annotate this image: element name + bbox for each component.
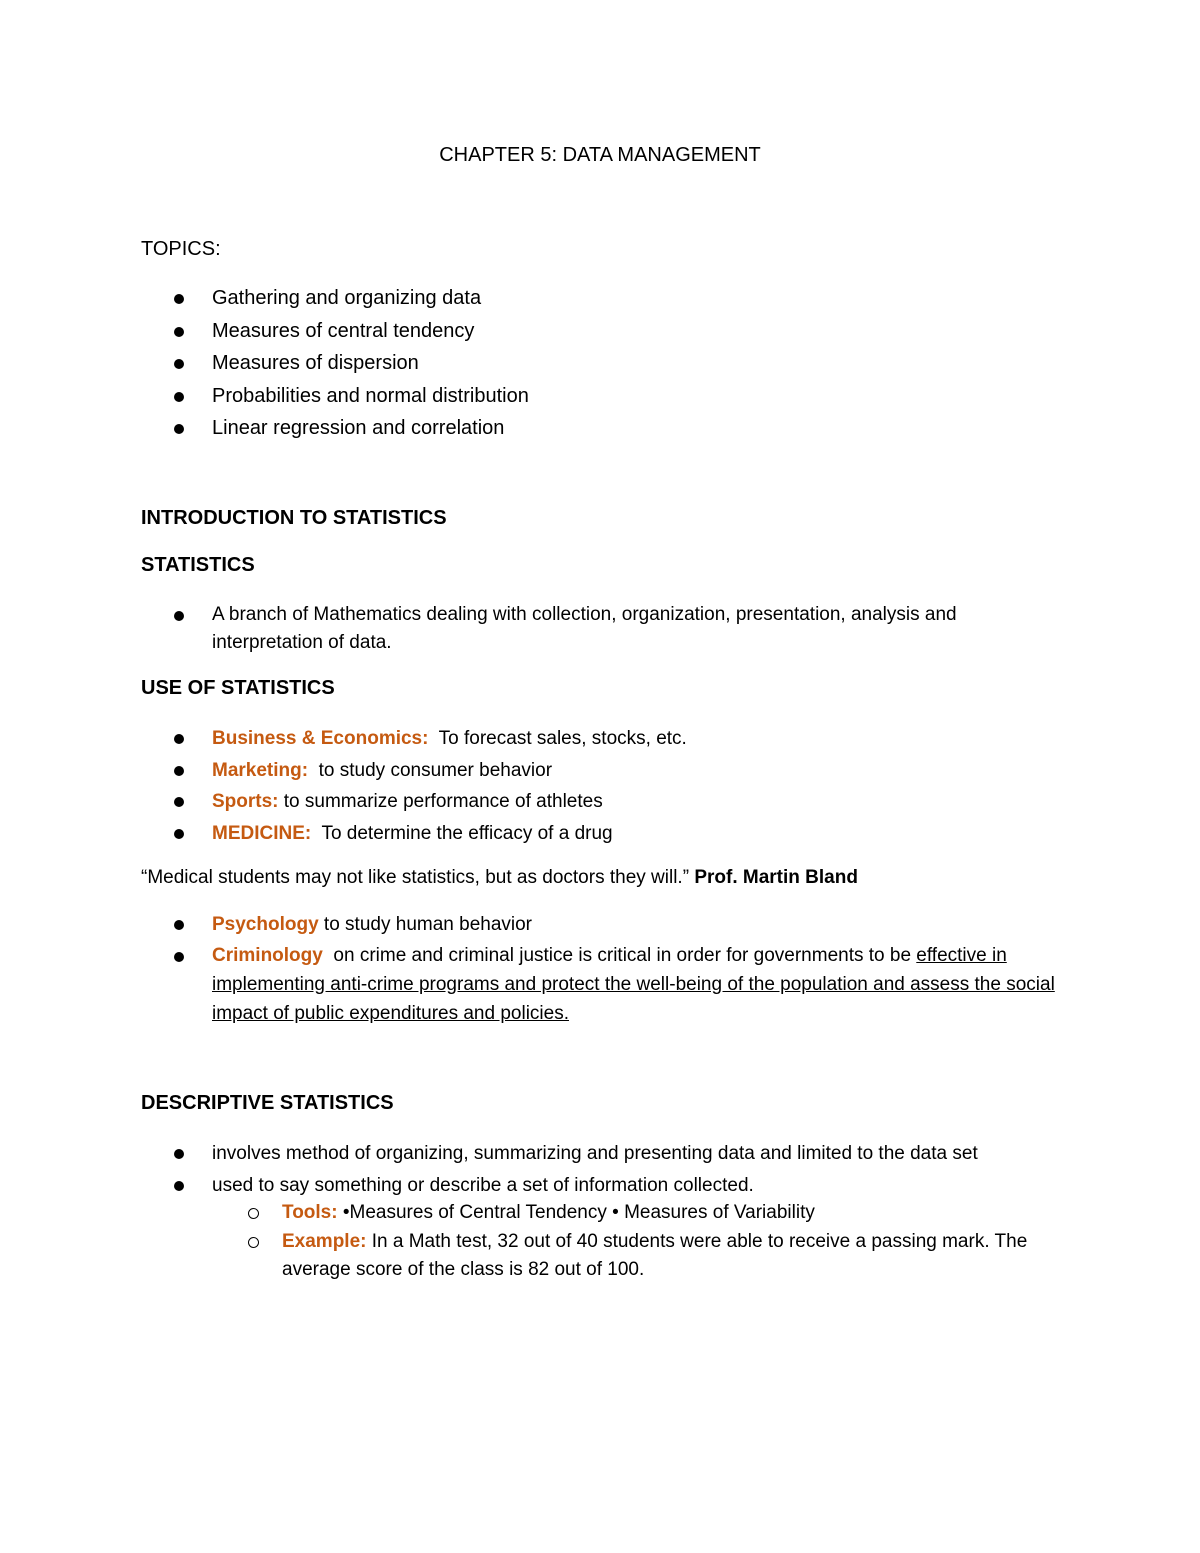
descriptive-list: [141, 1138, 1061, 1201]
list-item: Probabilities and normal distribution: [141, 380, 1061, 413]
underlined-text: effective in implementing anti-crime programs and protect the well-being of the population and assess the social impact of public expenditures and policies.: [212, 944, 1055, 1024]
list-item: [141, 1228, 1061, 1285]
use-term: Psychology: [212, 914, 319, 935]
use-term: MEDICINE:: [212, 822, 312, 844]
bullet-icon: [174, 359, 184, 369]
sub-desc: In a Math test, 32 out of 40 students were able to receive a passing mark. The average score of the class is 82 out of 100.: [282, 1230, 1028, 1280]
bullet-icon: [174, 611, 184, 621]
use-term: Marketing:: [212, 759, 309, 781]
intro-heading: INTRODUCTION TO STATISTICS: [141, 507, 447, 529]
circle-bullet-icon: [248, 1208, 259, 1219]
bullet-icon: [174, 734, 184, 744]
bullet-icon: [174, 766, 184, 776]
use-desc: to study human behavior: [318, 914, 533, 935]
bullet-icon: [174, 952, 184, 962]
bullet-icon: [174, 327, 184, 337]
list-item: [141, 941, 1061, 1028]
sub-term: Tools:: [282, 1202, 338, 1223]
list-item: used to say something or describe a set of information collected.: [141, 1170, 1061, 1202]
circle-bullet-icon: [248, 1237, 259, 1248]
list-item: [141, 723, 1061, 755]
bullet-icon: [174, 424, 184, 434]
descriptive-sub-list: [141, 1199, 1061, 1285]
sub-desc: •Measures of Central Tendency • Measures of Variability: [337, 1202, 815, 1223]
list-item: Linear regression and correlation: [141, 412, 1061, 445]
quote: [141, 864, 858, 892]
statistics-definition-list: [141, 601, 1061, 657]
statistics-heading: STATISTICS: [141, 554, 255, 576]
uses-more-list: [141, 909, 1061, 1028]
quote-author: Prof. Martin Bland: [694, 867, 858, 888]
bullet-icon: [174, 294, 184, 304]
list-item: Measures of central tendency: [141, 315, 1061, 348]
use-desc: To forecast sales, stocks, etc.: [428, 728, 687, 749]
use-term: Sports:: [212, 791, 279, 812]
list-item: [141, 1199, 1061, 1228]
list-item: Measures of dispersion: [141, 347, 1061, 380]
bullet-icon: [174, 1181, 184, 1191]
use-term: Business & Economics:: [212, 728, 429, 749]
use-desc: on crime and criminal justice is critical in order for governments to be: [322, 944, 917, 966]
list-item: [141, 601, 1061, 657]
bullet-icon: [174, 392, 184, 402]
list-item: [141, 755, 1061, 787]
bullet-icon: [174, 797, 184, 807]
use-desc: To determine the efficacy of a drug: [311, 822, 613, 844]
quote-text: “Medical students may not like statistics, but as doctors they will.”: [141, 867, 695, 888]
topics-label: TOPICS:: [141, 238, 221, 260]
uses-list: [141, 723, 1061, 849]
use-term: Criminology: [212, 944, 323, 966]
list-item: Gathering and organizing data: [141, 282, 1061, 315]
bullet-icon: [174, 920, 184, 930]
page-title: CHAPTER 5: DATA MANAGEMENT: [439, 144, 761, 166]
list-item: involves method of organizing, summarizing and presenting data and limited to the data set: [141, 1138, 1061, 1170]
bullet-icon: [174, 1149, 184, 1159]
list-item: [141, 786, 1061, 818]
topics-list: [141, 282, 1061, 445]
list-item: [141, 909, 1061, 941]
bullet-icon: [174, 829, 184, 839]
sub-term: Example:: [282, 1230, 367, 1252]
list-item: [141, 818, 1061, 850]
descriptive-heading: DESCRIPTIVE STATISTICS: [141, 1092, 394, 1114]
use-desc: to study consumer behavior: [308, 759, 553, 781]
use-heading: USE OF STATISTICS: [141, 677, 335, 699]
use-desc: to summarize performance of athletes: [278, 791, 603, 812]
statistics-definition: A branch of Mathematics dealing with collection, organization, presentation, analysis and interpretation of data.: [212, 604, 957, 653]
